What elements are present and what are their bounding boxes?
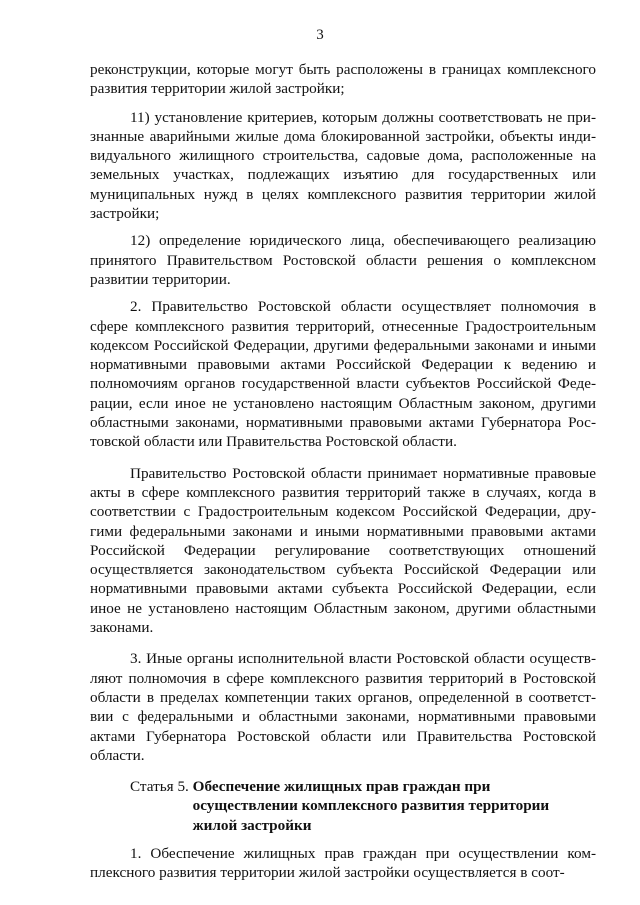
paragraph-clause-2-continued: Правительство Ростовской области принимает нормативные правовые акты в сфере комплексного развития территорий также в случаях, когда в соответствии с Градостроительным кодексом Российской Федерации, другими федеральными законами и иными нормативными правовыми актами Российской Федерации регулирование соответствующих отношений осуществляется законодательством субъекта Российской Федерации или нормативными правовыми актами субъекта Российской Федерации, если иное не установлено настоящим Областным законом, другими областными законами. [90, 464, 596, 637]
paragraph-item-11: 11) установление критериев, которым должны соответствовать не признанные аварийными жилые дома блокированной застройки, объекты индивидуального жилищного строительства, садовые дома, расположенные на земельных участках, подлежащих изъятию для государственных или муниципальных нужд в целях комплексного развития территории жилой застройки; [90, 108, 596, 223]
article-5-title [193, 777, 596, 835]
document-body [90, 60, 596, 883]
article-5-label: Статья 5. [130, 778, 193, 796]
paragraph-item-12: 12) определение юридического лица, обеспечивающего реализацию принятого Правительством Ростовской области решения о комплексном развитии территории. [90, 232, 596, 288]
page-number: 3 [316, 27, 324, 43]
paragraph-clause-2: 2. Правительство Ростовской области осуществляет полномочия в сфере комплексного развития территорий, отнесенные Градостроительным кодексом Российской Федерации, другими федеральными законами и иными нормативными правовыми актами Российской Федерации к ведению и полномочиям органов государственной власти субъектов Российской Федерации, если иное не установлено настоящим Областным законом, другими областными законами, нормативными правовыми актами Губернатора Ростовской области или Правительства Ростовской области. [90, 298, 596, 451]
paragraph-article-5-clause-1: 1. Обеспечение жилищных прав граждан при осуществлении комплексного развития территории жилой застройки осуществляется в соот- [90, 844, 596, 882]
article-5-title-line-2: осуществлении комплексного развития территории [192, 797, 550, 815]
paragraph-continuation: реконструкции, которые могут быть расположены в границах комплексного развития территории жилой застройки; [90, 61, 596, 98]
article-5-heading [90, 777, 596, 835]
article-5-title-line-1: Обеспечение жилищных прав граждан при [192, 778, 491, 796]
paragraph-clause-3: 3. Иные органы исполнительной власти Ростовской области осуществляют полномочия в сфере комплексного развития территорий в Ростовской области в пределах компетенции таких органов, определенной в соответствии с федеральными и областными законами, нормативными правовыми актами Губернатора Ростовской области или Правительства Ростовской области. [90, 650, 596, 764]
article-5-title-line-3: жилой застройки [192, 816, 312, 834]
